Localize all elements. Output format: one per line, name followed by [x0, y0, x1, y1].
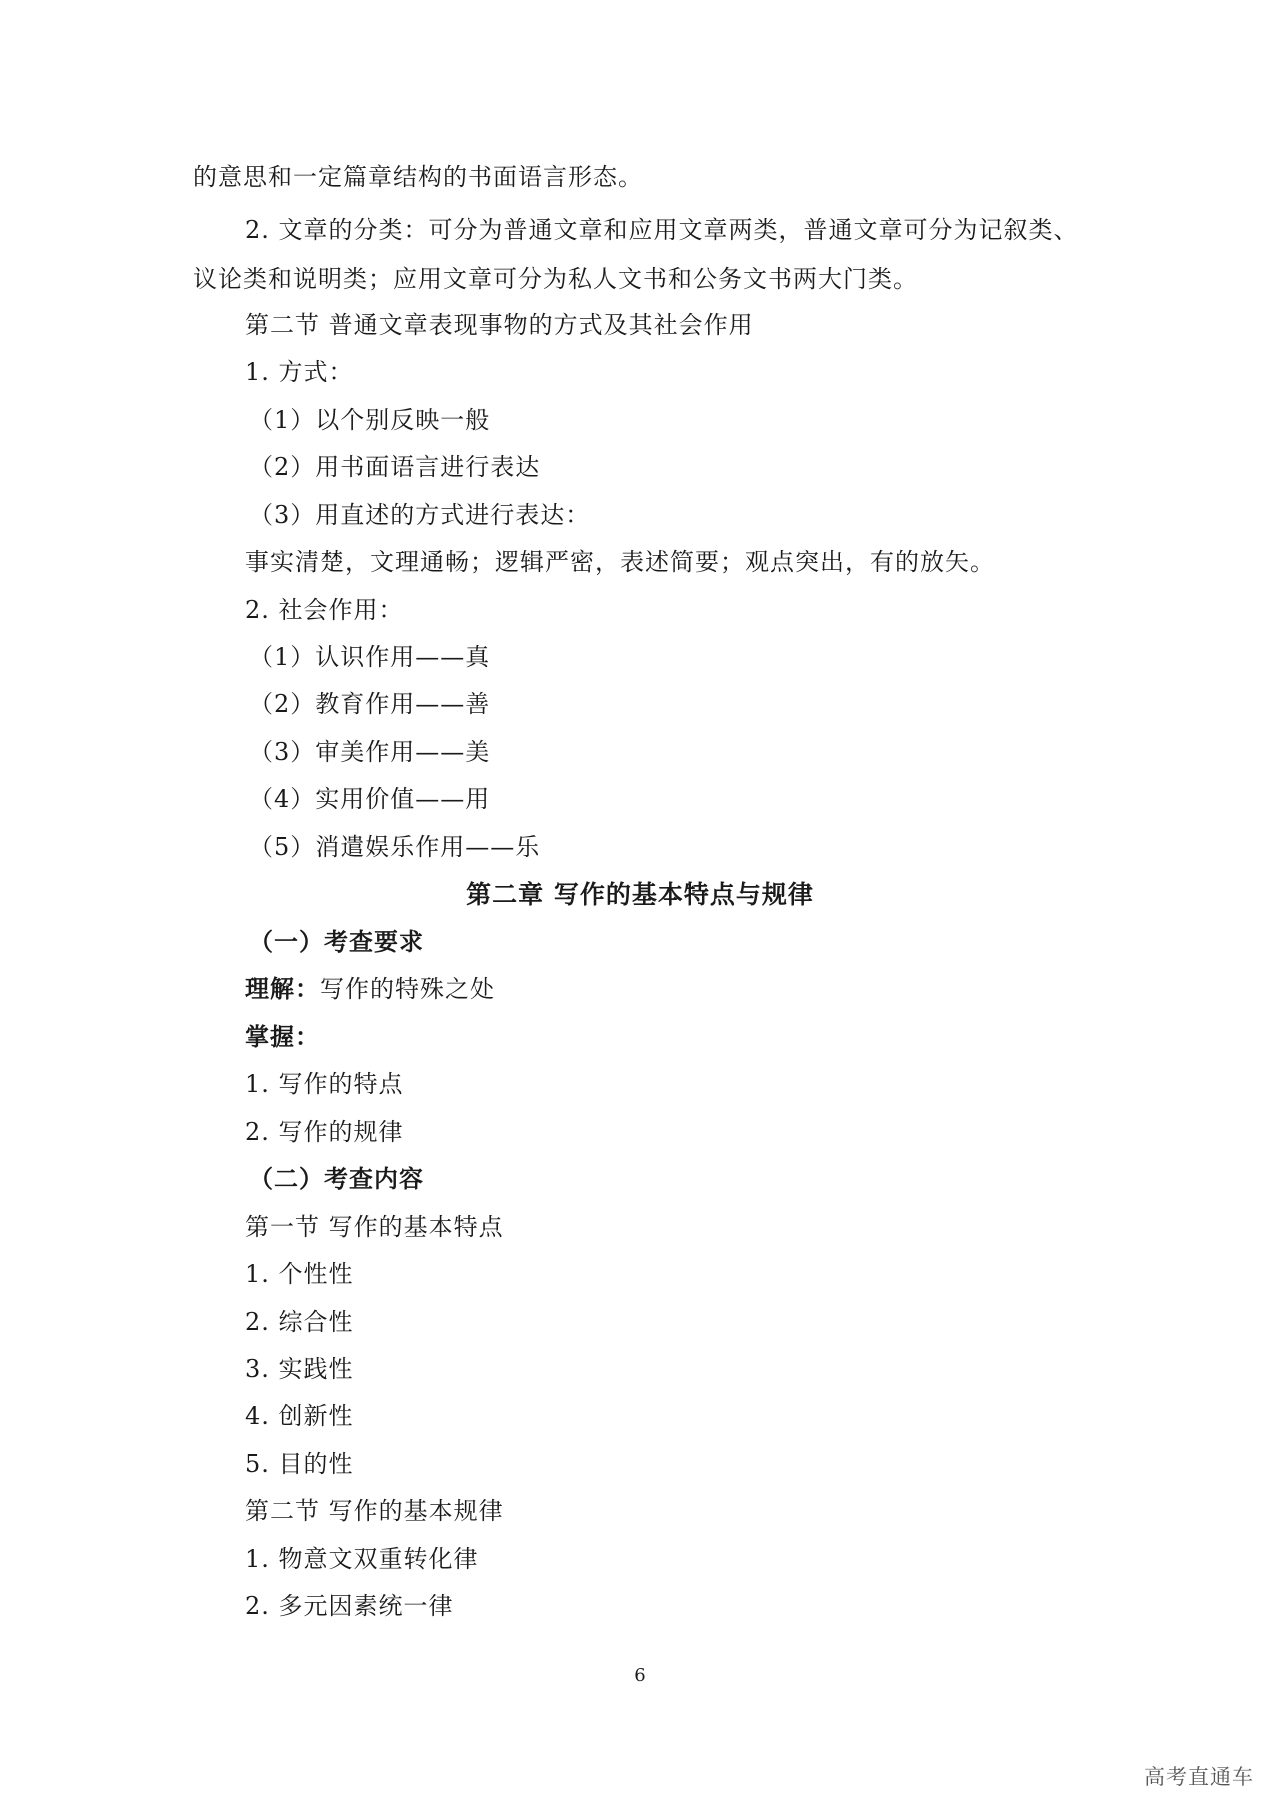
law-item-1: 1. 物意文双重转化律 — [245, 1545, 479, 1573]
section-title: 第一节 写作的基本特点 — [245, 1213, 504, 1241]
social-item-3: （3）审美作用——美 — [249, 738, 491, 766]
method-item-1: （1）以个别反映一般 — [249, 406, 491, 434]
social-item-1: （1）认识作用——真 — [249, 643, 491, 671]
method-item-2: （2）用书面语言进行表达 — [249, 453, 541, 481]
social-item-2: （2）教育作用——善 — [249, 690, 491, 718]
requirements-heading: （一）考查要求 — [249, 927, 424, 956]
feature-item-5: 5. 目的性 — [245, 1450, 354, 1478]
feature-item-1: 1. 个性性 — [245, 1260, 354, 1288]
feature-item-4: 4. 创新性 — [245, 1402, 354, 1430]
method-item-3: （3）用直述的方式进行表达： — [249, 501, 591, 529]
understand-text: 写作的特殊之处 — [320, 975, 495, 1003]
understand-label: 理解： — [245, 974, 320, 1003]
social-item-5: （5）消遣娱乐作用——乐 — [249, 833, 541, 861]
master-item-2: 2. 写作的规律 — [245, 1118, 404, 1146]
feature-item-2: 2. 综合性 — [245, 1308, 354, 1336]
section-title: 第二节 写作的基本规律 — [245, 1497, 504, 1525]
method-item-3-detail: 事实清楚，文理通畅；逻辑严密，表述简要；观点突出，有的放矢。 — [245, 548, 995, 576]
law-item-2: 2. 多元因素统一律 — [245, 1592, 454, 1620]
paragraph-continuation: 的意思和一定篇章结构的书面语言形态。 — [193, 163, 643, 191]
classification-line-2: 议论类和说明类；应用文章可分为私人文书和公务文书两大门类。 — [193, 265, 918, 293]
social-item-4: （4）实用价值——用 — [249, 785, 491, 813]
content-heading: （二）考查内容 — [249, 1164, 424, 1193]
social-heading: 2. 社会作用： — [245, 596, 404, 624]
classification-line-1: 2. 文章的分类：可分为普通文章和应用文章两类，普通文章可分为记叙类、 — [245, 216, 1079, 244]
feature-item-3: 3. 实践性 — [245, 1355, 354, 1383]
understand-line — [245, 973, 495, 1005]
master-item-1: 1. 写作的特点 — [245, 1070, 404, 1098]
methods-heading: 1. 方式： — [245, 358, 354, 386]
section-title: 第二节 普通文章表现事物的方式及其社会作用 — [245, 311, 754, 339]
master-label: 掌握： — [245, 1022, 320, 1051]
chapter-title: 第二章 写作的基本特点与规律 — [466, 880, 814, 909]
page-number: 6 — [634, 1665, 646, 1686]
watermark: 高考直通车 — [1144, 1765, 1254, 1789]
